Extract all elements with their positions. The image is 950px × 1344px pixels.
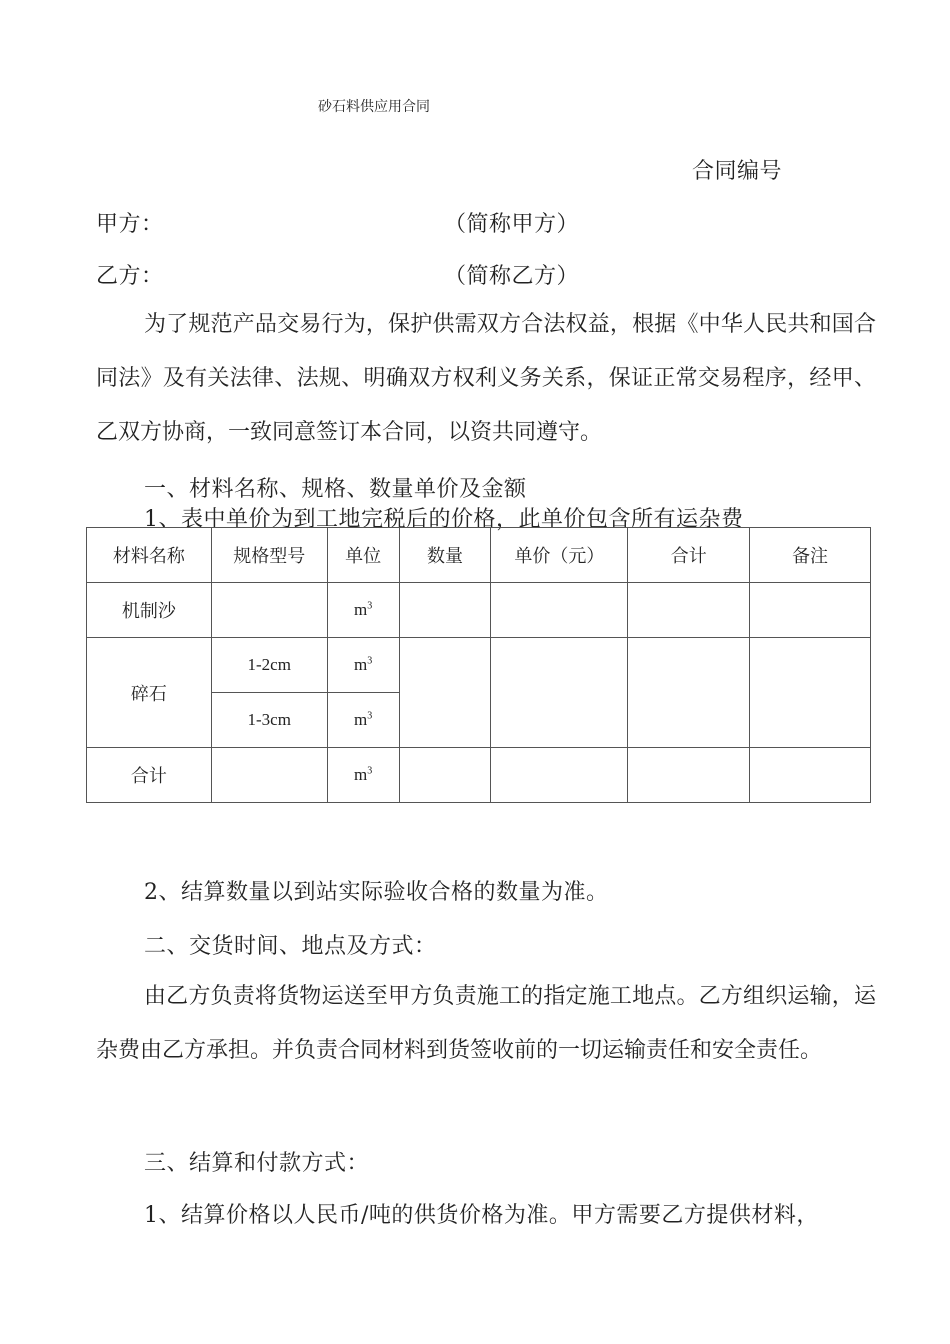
section3-heading: 三、结算和付款方式： [144,1151,370,1176]
document-title: 砂石料供应用合同 [318,99,430,115]
section1-item2: 2、结算数量以到站实际验收合格的数量为准。 [144,880,609,905]
header-cell: 单位 [327,528,399,583]
subtotal-cell[interactable] [628,638,750,748]
unit-cell: $m^3$ [327,693,399,748]
table-row [87,748,871,803]
material-name-cell: 机制沙 [87,583,212,638]
header-cell: 数量 [399,528,491,583]
unit-cell: $m^3$ [327,748,399,803]
section3-item1: 1、结算价格以人民币/吨的供货价格为准。甲方需要乙方提供材料， [144,1203,819,1228]
material-name-cell: 合计 [87,748,212,803]
spec-cell [211,748,327,803]
spec-cell: 1-2cm [211,638,327,693]
subtotal-cell[interactable] [628,748,750,803]
contract-number-label: 合同编号 [692,159,783,184]
header-cell: 备注 [750,528,871,583]
intro-paragraph: 为了规范产品交易行为，保护供需双方合法权益，根据《中华人民共和国合同法》及有关法律、法规、明确双方权利义务关系，保证正常交易程序，经甲、乙双方协商，一致同意签订本合同，以资共同遵守。 [96,312,876,445]
unit-cell: $m^3$ [327,638,399,693]
header-cell: 单价（元） [491,528,628,583]
table-header-row [87,528,871,583]
remark-cell[interactable] [750,583,871,638]
spec-cell: 1-3cm [211,693,327,748]
subtotal-cell[interactable] [628,583,750,638]
section2-heading: 二、交货时间、地点及方式： [144,934,437,959]
header-cell: 合计 [628,528,750,583]
material-name-cell: 碎石 [87,638,212,748]
remark-cell[interactable] [750,748,871,803]
unit-cell: $m^3$ [327,583,399,638]
table-row [87,638,871,693]
spec-cell [211,583,327,638]
quantity-cell[interactable] [399,638,491,748]
materials-table [86,527,871,803]
header-cell: 规格型号 [211,528,327,583]
quantity-cell[interactable] [399,583,491,638]
unit-price-cell[interactable] [491,583,628,638]
party-b-label: 乙方： [96,264,164,289]
table-row [87,583,871,638]
party-a-label: 甲方： [96,212,164,237]
remark-cell[interactable] [750,638,871,748]
section1-heading: 一、材料名称、规格、数量单价及金额 [144,477,527,502]
unit-price-cell[interactable] [491,748,628,803]
header-cell: 材料名称 [87,528,212,583]
section1-note: 1、表中单价为到工地完税后的价格，此单价包含所有运杂费 [144,507,744,532]
party-a-abbr: （简称甲方） [444,212,580,237]
party-b-abbr: （简称乙方） [444,264,580,289]
quantity-cell[interactable] [399,748,491,803]
section2-body: 由乙方负责将货物运送至甲方负责施工的指定施工地点。乙方组织运输，运杂费由乙方承担。并负责合同材料到货签收前的一切运输责任和安全责任。 [96,984,876,1063]
unit-price-cell[interactable] [491,638,628,748]
